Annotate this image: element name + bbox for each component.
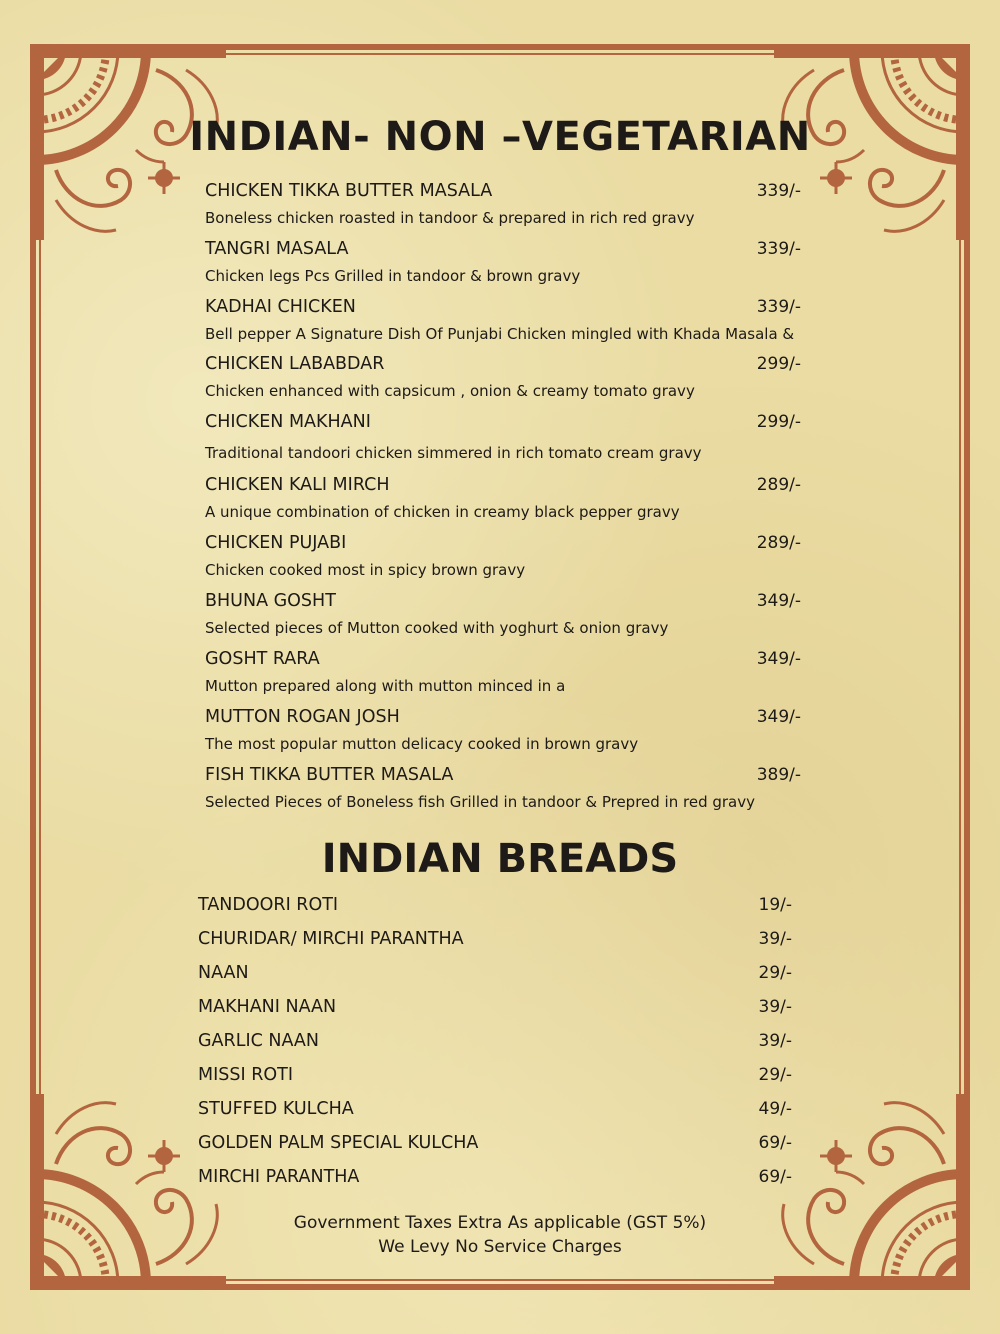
item-price: 69/- [758, 1133, 792, 1153]
item-description: Traditional tandoori chicken simmered in rich tomato cream gravy [205, 444, 702, 462]
service-charge-note: We Levy No Service Charges [378, 1237, 622, 1257]
item-name: NAAN [198, 963, 249, 983]
item-name: CHICKEN PUJABI [205, 533, 347, 553]
menu-item [205, 533, 801, 579]
item-name: MAKHANI NAAN [198, 997, 337, 1017]
item-name: STUFFED KULCHA [198, 1099, 354, 1119]
item-name: TANDOORI ROTI [198, 895, 339, 915]
menu-item [205, 649, 801, 695]
bread-item [198, 895, 792, 915]
item-price: 69/- [758, 1167, 792, 1187]
item-price: 289/- [756, 533, 801, 553]
section-title-nonveg: INDIAN- NON –VEGETARIAN [189, 114, 811, 160]
bread-item [198, 1099, 792, 1119]
item-description: Chicken legs Pcs Grilled in tandoor & brown gravy [205, 267, 581, 285]
item-name: FISH TIKKA BUTTER MASALA [205, 765, 454, 785]
bread-item [198, 1133, 792, 1153]
menu-item [205, 297, 801, 343]
menu-item [205, 591, 801, 637]
tax-note: Government Taxes Extra As applicable (GST 5%) [293, 1213, 707, 1233]
item-description: Boneless chicken roasted in tandoor & prepared in rich red gravy [205, 209, 695, 227]
item-price: 49/- [758, 1099, 792, 1119]
item-name: CHICKEN LABABDAR [205, 354, 385, 374]
menu-item [205, 707, 801, 753]
menu-item [205, 765, 801, 811]
item-name: CHICKEN KALI MIRCH [205, 475, 390, 495]
menu-item [205, 239, 801, 285]
item-price: 39/- [758, 997, 792, 1017]
item-price: 299/- [756, 412, 801, 432]
bread-item [198, 929, 792, 949]
item-name: MUTTON ROGAN JOSH [205, 707, 400, 727]
item-name: TANGRI MASALA [205, 239, 349, 259]
item-description: Chicken enhanced with capsicum , onion & creamy tomato gravy [205, 382, 695, 400]
item-price: 349/- [756, 707, 801, 727]
item-name: CHICKEN TIKKA BUTTER MASALA [205, 181, 493, 201]
item-name: GOLDEN PALM SPECIAL KULCHA [198, 1133, 479, 1153]
item-name: CHICKEN MAKHANI [205, 412, 371, 432]
item-description: Selected pieces of Mutton cooked with yoghurt & onion gravy [205, 619, 669, 637]
bread-item [198, 963, 792, 983]
item-description: Selected Pieces of Boneless fish Grilled in tandoor & Prepred in red gravy [205, 793, 755, 811]
bread-item [198, 1031, 792, 1051]
item-price: 29/- [758, 963, 792, 983]
menu-item [205, 181, 801, 227]
item-price: 389/- [756, 765, 801, 785]
menu-item [205, 475, 801, 521]
item-price: 19/- [758, 895, 792, 915]
bread-item [198, 1065, 792, 1085]
item-price: 339/- [756, 297, 801, 317]
bread-item [198, 1167, 792, 1187]
item-price: 349/- [756, 591, 801, 611]
item-name: GARLIC NAAN [198, 1031, 319, 1051]
item-description: The most popular mutton delicacy cooked in brown gravy [205, 735, 639, 753]
item-description: Chicken cooked most in spicy brown gravy [205, 561, 526, 579]
item-name: CHURIDAR/ MIRCHI PARANTHA [198, 929, 464, 949]
menu-item [205, 354, 801, 400]
item-description: Mutton prepared along with mutton minced in a [205, 677, 566, 695]
menu-item [205, 412, 801, 462]
item-name: GOSHT RARA [205, 649, 320, 669]
item-description: A unique combination of chicken in creamy black pepper gravy [205, 503, 680, 521]
item-price: 339/- [756, 181, 801, 201]
item-price: 29/- [758, 1065, 792, 1085]
item-price: 289/- [756, 475, 801, 495]
section-title-breads: INDIAN BREADS [321, 836, 679, 882]
item-name: MISSI ROTI [198, 1065, 293, 1085]
item-name: MIRCHI PARANTHA [198, 1167, 360, 1187]
item-price: 39/- [758, 1031, 792, 1051]
item-price: 339/- [756, 239, 801, 259]
item-name: KADHAI CHICKEN [205, 297, 356, 317]
bread-item [198, 997, 792, 1017]
item-price: 39/- [758, 929, 792, 949]
item-price: 349/- [756, 649, 801, 669]
item-name: BHUNA GOSHT [205, 591, 336, 611]
item-description: Bell pepper A Signature Dish Of Punjabi Chicken mingled with Khada Masala & [205, 325, 795, 343]
item-price: 299/- [756, 354, 801, 374]
